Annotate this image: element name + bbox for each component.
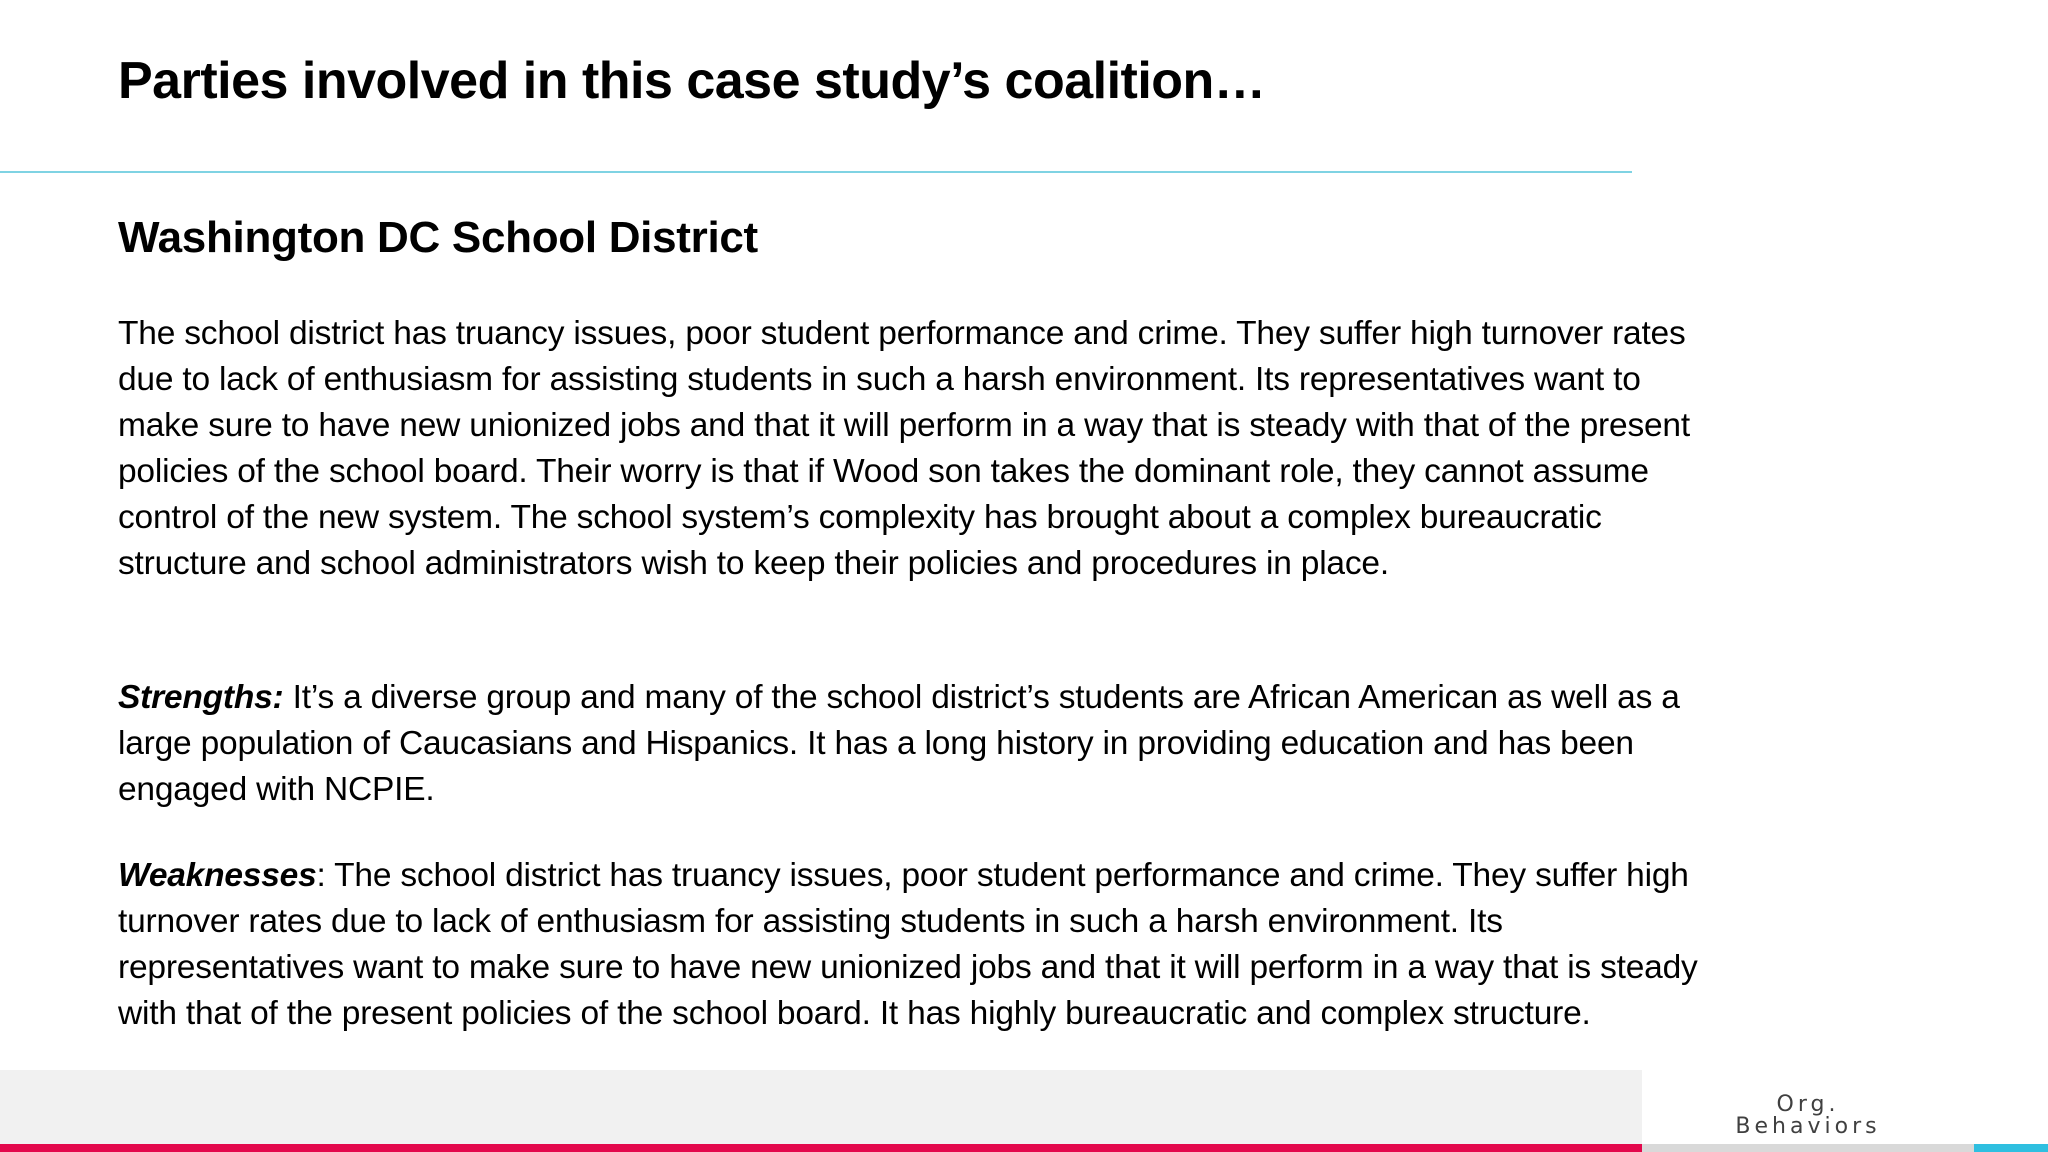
strengths-text: It’s a diverse group and many of the school district’s students are African American as well as a large population of Caucasians and Hispanics. It has a long history in providing education and has been engaged with NCPIE. [118, 679, 1680, 808]
slide-title: Parties involved in this case study’s coalition… [118, 52, 1266, 110]
title-divider [0, 171, 1632, 173]
logo-line-org: Org. [1776, 1092, 1840, 1117]
footer-accent-bar-red [0, 1144, 1642, 1152]
footer-band [0, 1070, 1642, 1144]
weaknesses-paragraph [118, 853, 1708, 1037]
weaknesses-label: Weaknesses [118, 857, 317, 894]
section-heading: Washington DC School District [118, 213, 758, 262]
footer-accent-bar-blue [1974, 1144, 2048, 1152]
weaknesses-text: : The school district has truancy issues, poor student performance and crime. They suffer high turnover rates due to lack of enthusiasm for assisting students in such a harsh environment. Its representatives want to make sure to have new unionized jobs and that it will perform in a way that is steady with that of the present policies of the school board. It has highly bureaucratic and complex structure. [118, 857, 1698, 1032]
footer-accent-bar-gray [1642, 1144, 1974, 1152]
logo-line-behaviors: Behaviors [1735, 1114, 1881, 1139]
strengths-paragraph [118, 675, 1708, 813]
logo-text [1642, 1094, 1974, 1138]
footer-logo [1642, 1070, 2048, 1144]
strengths-label: Strengths: [118, 679, 284, 716]
intro-paragraph: The school district has truancy issues, poor student performance and crime. They suffer high turnover rates due to lack of enthusiasm for assisting students in such a harsh environment. Its representatives want to make sure to have new unionized jobs and that it will perform in a way that is steady with that of the present policies of the school board. Their worry is that if Wood son takes the dominant role, they cannot assume control of the new system. The school system’s complexity has brought about a complex bureaucratic structure and school administrators wish to keep their policies and procedures in place. [118, 315, 1690, 582]
